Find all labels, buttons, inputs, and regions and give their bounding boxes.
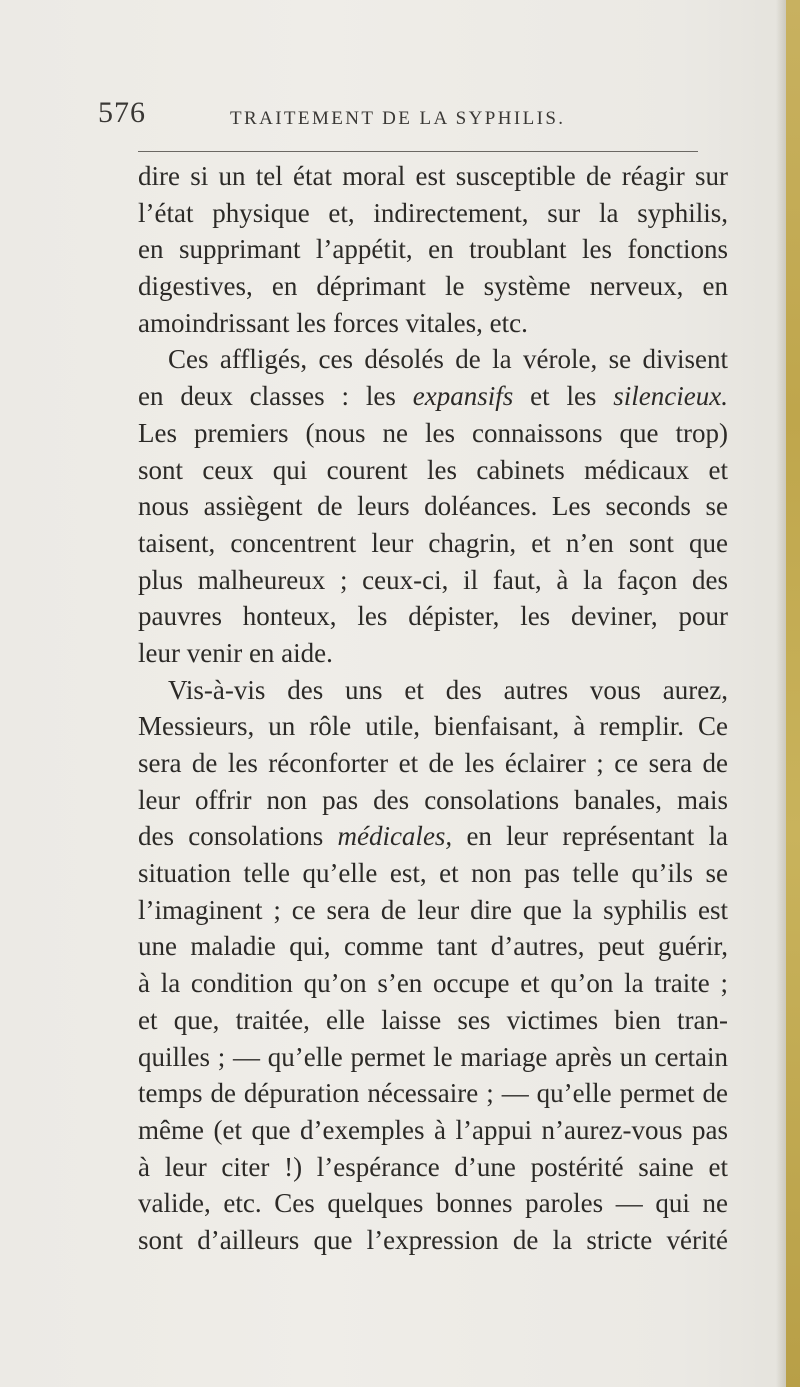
running-title: TRAITEMENT DE LA SYPHILIS. [230, 108, 566, 129]
text-line: amoindrissant les forces vitales, etc. [138, 307, 528, 338]
text-line: valide, etc. Ces quelques bonnes paroles — qui ne [138, 1188, 728, 1219]
text-line-mixed [138, 818, 728, 855]
text-line: digestives, en déprimant le système nerveux, en [138, 271, 728, 302]
text-line: plus malheureux ; ceux-ci, il faut, à la façon des [138, 564, 728, 595]
text-line: pauvres honteux, les dépister, les deviner, pour [138, 601, 728, 632]
text-line: Ces affligés, ces désolés de la vérole, se divisent [168, 344, 728, 375]
text-line: l’état physique et, indirectement, sur la syphilis, [138, 197, 728, 228]
text-line: leur venir en aide. [138, 637, 333, 668]
text-run: des consolations [138, 821, 324, 852]
text-line: quilles ; — qu’elle permet le mariage après un certain [138, 1041, 728, 1072]
text-line: l’imaginent ; ce sera de leur dire que la syphilis est [138, 894, 728, 925]
text-line: sera de les réconforter et de les éclairer ; ce sera de [138, 748, 728, 778]
text-line: dire si un tel état moral est susceptible de réagir sur [138, 161, 728, 191]
italic-term: silencieux. [613, 381, 728, 412]
italic-term: expansifs [412, 381, 514, 412]
text-line: même (et que d’exemples à l’appui n’aurez-vous pas [138, 1114, 728, 1145]
text-line: temps de dépuration nécessaire ; — qu’elle permet de [138, 1078, 728, 1109]
text-line: nous assiègent de leurs doléances. Les seconds se [138, 491, 728, 522]
page-edge [786, 0, 800, 1387]
text-line: Messieurs, un rôle utile, bienfaisant, à remplir. Ce [138, 711, 728, 742]
text-line: et que, traitée, elle laisse ses victimes bien tran- [138, 1004, 728, 1035]
text-run: en leur représentant la [466, 821, 729, 852]
text-line: une maladie qui, comme tant d’autres, peut guérir, [138, 931, 728, 962]
text-line: sont ceux qui courent les cabinets médicaux et [138, 454, 728, 485]
text-run: et les [530, 381, 597, 412]
text-line: Les premiers (nous ne les connaissons que trop) [138, 417, 728, 448]
text-line: taisent, concentrent leur chagrin, et n’en sont que [138, 527, 728, 558]
text-line-mixed [138, 378, 728, 415]
page-gutter-shadow [776, 0, 786, 1387]
text-line: leur offrir non pas des consolations banales, mais [138, 784, 728, 815]
text-line: à leur citer !) l’espérance d’une postérité saine et [138, 1151, 728, 1182]
italic-term: médicales, [337, 821, 453, 852]
text-line: Vis-à-vis des uns et des autres vous aurez, [168, 674, 728, 705]
text-line: sont d’ailleurs que l’expression de la stricte vérité [138, 1224, 728, 1255]
page-number: 576 [98, 96, 146, 129]
text-run: en deux classes : les [138, 381, 396, 412]
text-line: à la condition qu’on s’en occupe et qu’on la traite ; [138, 968, 728, 999]
header-rule [138, 151, 698, 152]
text-line: situation telle qu’elle est, et non pas telle qu’ils se [138, 858, 728, 889]
body-text [138, 158, 728, 1259]
text-line: en supprimant l’appétit, en troublant les fonctions [138, 234, 728, 265]
